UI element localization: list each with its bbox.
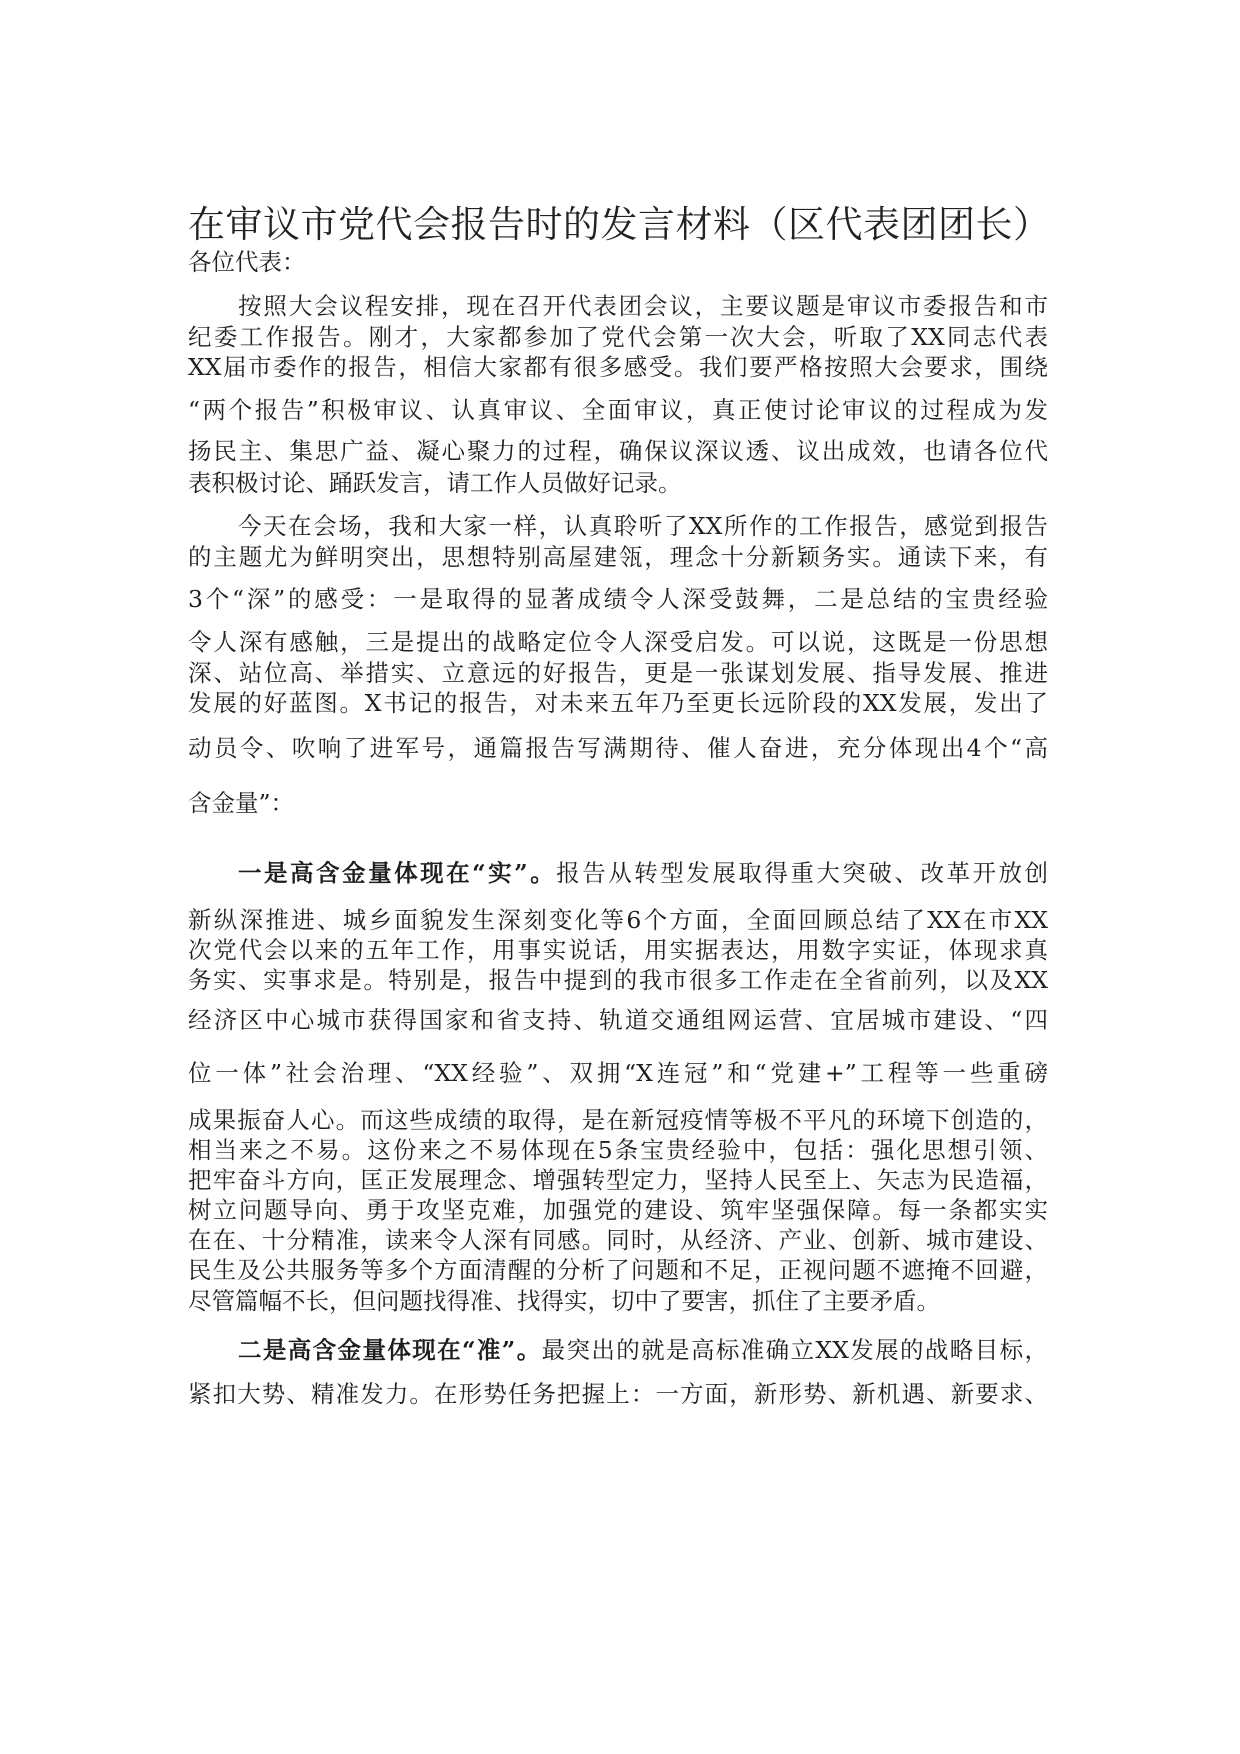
paragraph1-line: “两个报告”积极审议、认真审议、全面审议，真正使讨论审议的过程成为发 [188, 396, 1048, 424]
paragraph2-line: 含金量”： [188, 789, 295, 817]
section1-line: 相当来之不易。这份来之不易体现在5条宝贵经验中，包括：强化思想引领、 [188, 1136, 1048, 1164]
section2-heading: 二是高含金量体现在“准”。 [238, 1336, 542, 1364]
section1-first-line-text: 报告从转型发展取得重大突破、改革开放创 [556, 859, 1048, 887]
section1-line: 新纵深推进、城乡面貌发生深刻变化等6个方面，全面回顾总结了XX在市XX [188, 906, 1048, 934]
document-title: 在审议市党代会报告时的发言材料（区代表团团长） [188, 203, 1051, 246]
section1-line: 民生及公共服务等多个方面清醒的分析了问题和不足，正视问题不遮掩不回避， [188, 1256, 1048, 1284]
section2-first-line-text: 最突出的就是高标准确立XX发展的战略目标， [541, 1336, 1048, 1364]
paragraph2-line: 深、站位高、举措实、立意远的好报告，更是一张谋划发展、指导发展、推进 [188, 659, 1048, 687]
section1-line: 树立问题导向、勇于攻坚克难，加强党的建设、筑牢坚强保障。每一条都实实 [188, 1196, 1048, 1224]
paragraph2-line: 动员令、吹响了进军号，通篇报告写满期待、催人奋进，充分体现出4个“高 [188, 734, 1048, 762]
paragraph1-line: 表积极讨论、踊跃发言，请工作人员做好记录。 [188, 469, 682, 497]
paragraph2-line: 3个“深”的感受：一是取得的显著成绩令人深受鼓舞，二是总结的宝贵经验 [188, 585, 1048, 613]
section1-line: 尽管篇幅不长，但问题找得准、找得实，切中了要害，抓住了主要矛盾。 [188, 1287, 940, 1315]
section2-first-line [238, 1333, 1048, 1367]
paragraph1-line: XX届市委作的报告，相信大家都有很多感受。我们要严格按照大会要求，围绕 [188, 353, 1048, 381]
section1-line: 在在、十分精准，读来令人深有同感。同时，从经济、产业、创新、城市建设、 [188, 1226, 1048, 1254]
section2-line: 紧扣大势、精准发力。在形势任务把握上：一方面，新形势、新机遇、新要求、 [188, 1380, 1048, 1408]
paragraph1-line: 按照大会议程安排，现在召开代表团会议，主要议题是审议市委报告和市 [238, 292, 1048, 320]
paragraph2-line: 的主题尤为鲜明突出，思想特别高屋建瓴，理念十分新颖务实。通读下来，有 [188, 543, 1048, 571]
paragraph1-line: 纪委工作报告。刚才，大家都参加了党代会第一次大会，听取了XX同志代表 [188, 323, 1048, 351]
paragraph2-line: 发展的好蓝图。X书记的报告，对未来五年乃至更长远阶段的XX发展，发出了 [188, 689, 1048, 717]
paragraph2-line: 令人深有感触，三是提出的战略定位令人深受启发。可以说，这既是一份思想 [188, 628, 1048, 656]
section1-line: 把牢奋斗方向，匡正发展理念、增强转型定力，坚持人民至上、矢志为民造福， [188, 1166, 1048, 1194]
section1-line: 务实、实事求是。特别是，报告中提到的我市很多工作走在全省前列，以及XX [188, 966, 1048, 994]
paragraph2-line: 今天在会场，我和大家一样，认真聆听了XX所作的工作报告，感觉到报告 [238, 512, 1048, 540]
section1-line: 次党代会以来的五年工作，用事实说话，用实据表达，用数字实证，体现求真 [188, 936, 1048, 964]
section1-line: 位一体”社会治理、“XX经验”、双拥“X连冠”和“党建+”工程等一些重磅 [188, 1059, 1048, 1087]
salutation: 各位代表： [188, 248, 306, 276]
paragraph1-line: 扬民主、集思广益、凝心聚力的过程，确保议深议透、议出成效，也请各位代 [188, 437, 1048, 465]
section1-first-line [238, 856, 1048, 890]
section1-line: 成果振奋人心。而这些成绩的取得，是在新冠疫情等极不平凡的环境下创造的， [188, 1106, 1048, 1134]
section1-line: 经济区中心城市获得国家和省支持、轨道交通组网运营、宜居城市建设、“四 [188, 1006, 1048, 1034]
section1-heading: 一是高含金量体现在“实”。 [238, 859, 557, 887]
